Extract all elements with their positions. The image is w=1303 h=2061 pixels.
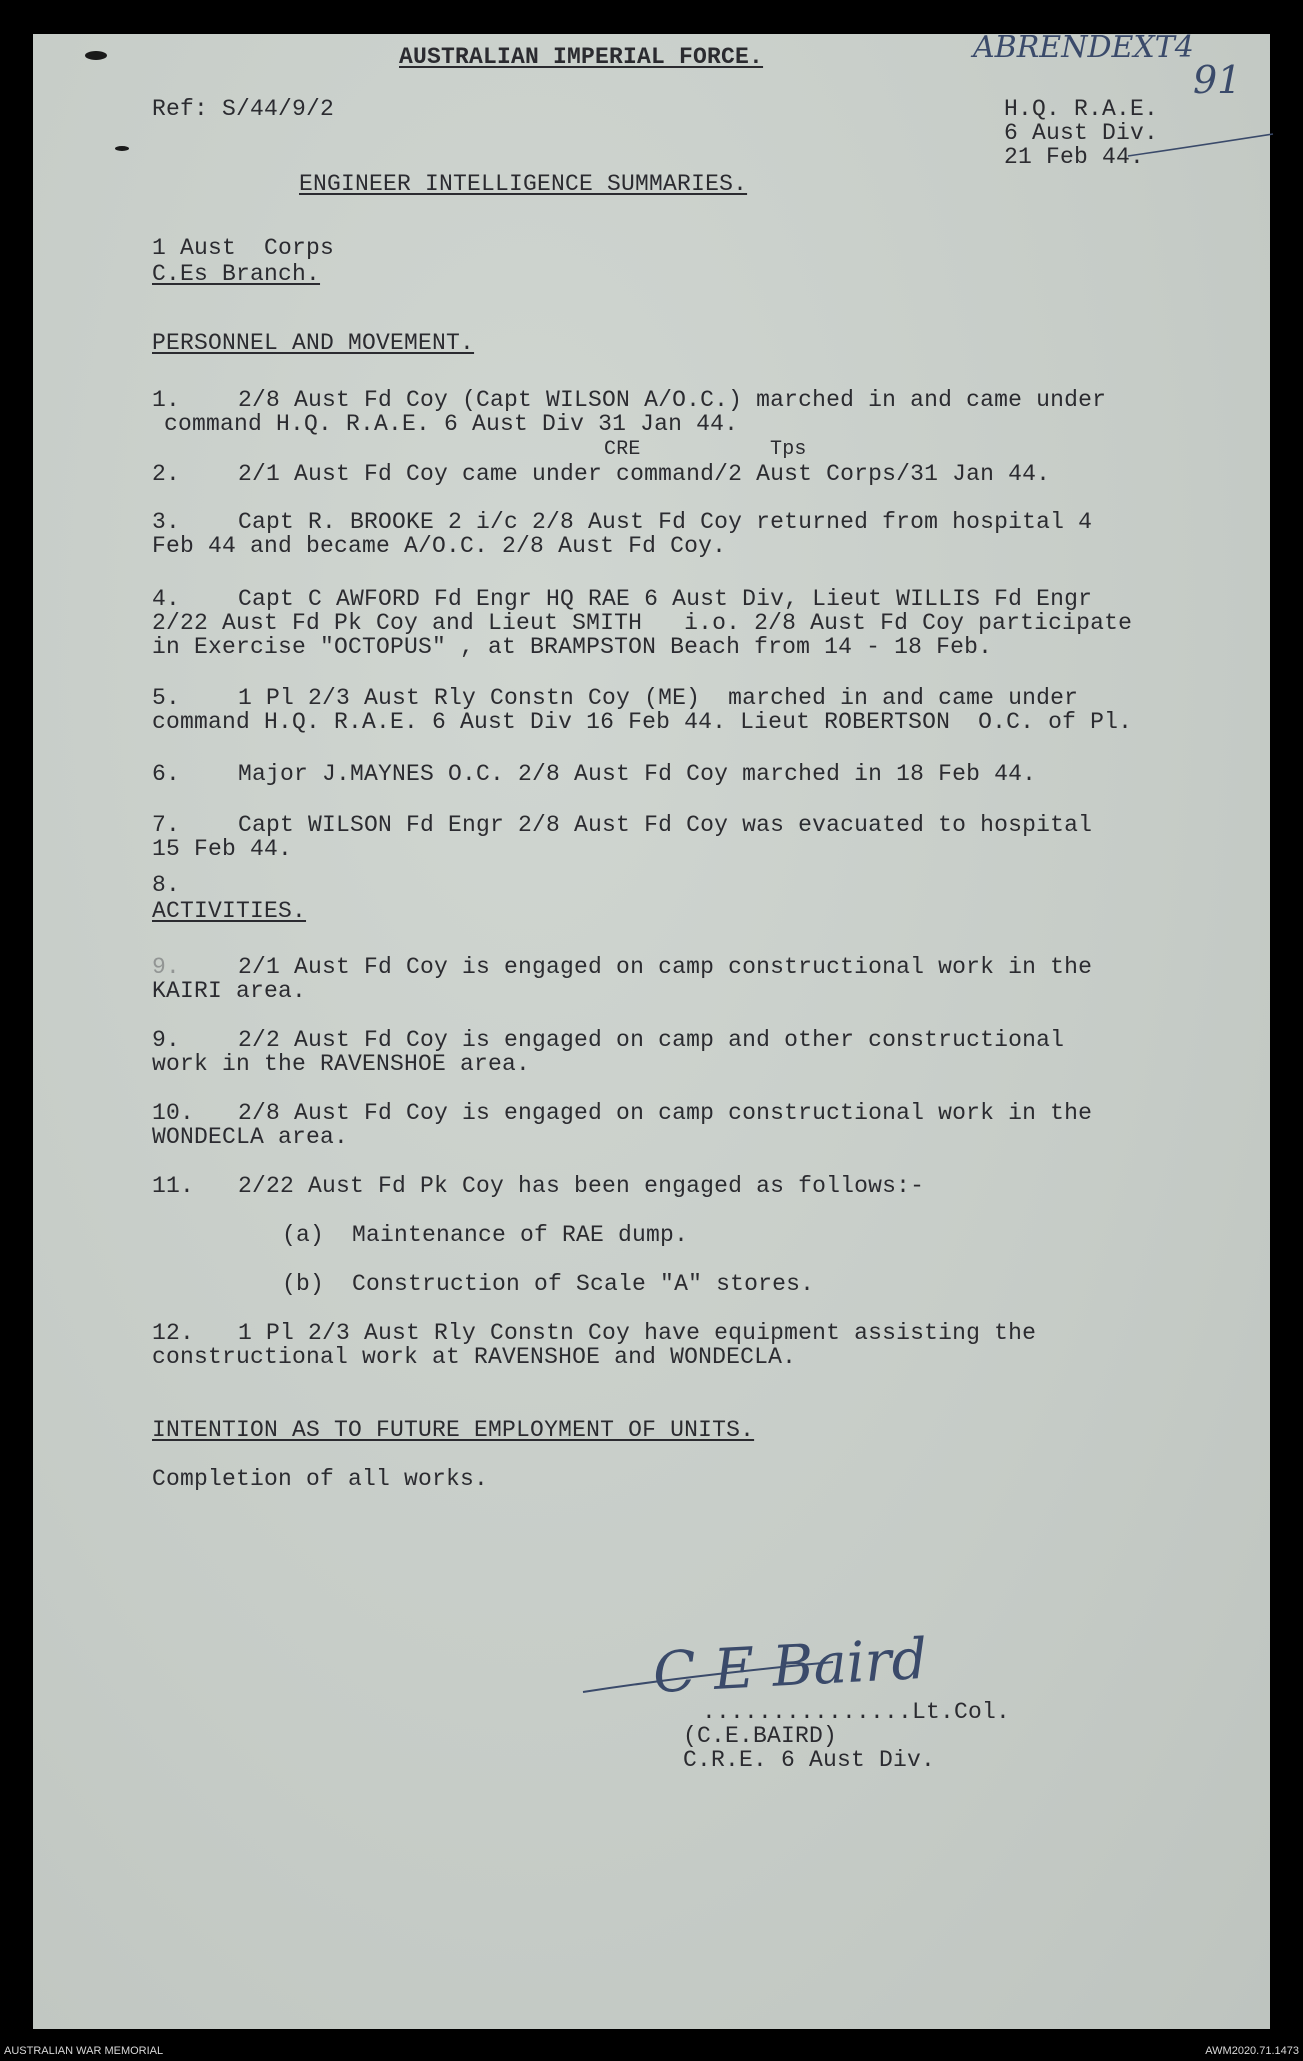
- item-text-line: constructional work at RAVENSHOE and WONDECLA.: [152, 1344, 797, 1370]
- document-page: [33, 30, 1270, 2029]
- item-number: 4.: [152, 586, 181, 612]
- address-line-1: 1 Aust Corps: [152, 235, 335, 261]
- item-number: 11.: [152, 1173, 195, 1199]
- item-number: 2.: [152, 461, 181, 487]
- item-number: 5.: [152, 685, 181, 711]
- handwritten-signature: C E Baird: [651, 1626, 929, 1707]
- item-number: 10.: [152, 1100, 195, 1126]
- item-number: 3.: [152, 509, 181, 535]
- item-text-line: Capt R. BROOKE 2 i/c 2/8 Aust Fd Coy returned from hospital 4: [238, 509, 1093, 535]
- item-number: 8.: [152, 872, 181, 898]
- document-title: AUSTRALIAN IMPERIAL FORCE.: [399, 44, 764, 70]
- item-text-line: 2/8 Aust Fd Coy (Capt WILSON A/O.C.) marched in and came under: [238, 387, 1107, 413]
- section-heading-activities: ACTIVITIES.: [152, 898, 307, 924]
- reference-number: Ref: S/44/9/2: [152, 96, 335, 122]
- item-number: 6.: [152, 761, 181, 787]
- item-number: 9.: [152, 954, 181, 980]
- footer-institution: AUSTRALIAN WAR MEMORIAL: [4, 2045, 164, 2057]
- hq-date: 21 Feb 44.: [1004, 144, 1145, 170]
- item-text-line: command H.Q. R.A.E. 6 Aust Div 31 Jan 44.: [164, 411, 739, 437]
- section-heading-personnel: PERSONNEL AND MOVEMENT.: [152, 330, 475, 356]
- item-text-line: 1 Pl 2/3 Aust Rly Constn Coy (ME) marched in and came under: [238, 685, 1079, 711]
- inserted-text: CRE: [604, 438, 641, 461]
- handwritten-annotation: ABRENDEXT4: [973, 30, 1194, 65]
- item-text-line: Major J.MAYNES O.C. 2/8 Aust Fd Coy marched in 18 Feb 44.: [238, 761, 1037, 787]
- footer-accession-number: AWM2020.71.1473: [1205, 2045, 1299, 2057]
- item-text-line: 2/8 Aust Fd Coy is engaged on camp constructional work in the: [238, 1100, 1093, 1126]
- item-text-line: work in the RAVENSHOE area.: [152, 1051, 531, 1077]
- signatory-role: C.R.E. 6 Aust Div.: [683, 1747, 936, 1773]
- handwritten-folio-number: 91: [1193, 58, 1242, 102]
- item-number: 7.: [152, 812, 181, 838]
- hq-line-1: H.Q. R.A.E.: [1004, 96, 1159, 122]
- signature-stroke: [578, 1652, 838, 1702]
- item-text-line: Capt C AWFORD Fd Engr HQ RAE 6 Aust Div, Lieut WILLIS Fd Engr: [238, 586, 1093, 612]
- section-heading-intention: INTENTION AS TO FUTURE EMPLOYMENT OF UNITS.: [152, 1417, 755, 1443]
- item-text-line: 1 Pl 2/3 Aust Rly Constn Coy have equipment assisting the: [238, 1320, 1037, 1346]
- item-text-line: 15 Feb 44.: [152, 836, 293, 862]
- item-text-line: 2/1 Aust Fd Coy came under command/2 Aust Corps/31 Jan 44.: [238, 461, 1051, 487]
- item-number: 1.: [152, 387, 181, 413]
- document-subtitle: ENGINEER INTELLIGENCE SUMMARIES.: [299, 171, 748, 197]
- sub-item-a: (a) Maintenance of RAE dump.: [282, 1222, 689, 1248]
- item-text-line: 2/2 Aust Fd Coy is engaged on camp and other constructional: [238, 1027, 1065, 1053]
- inserted-text: Tps: [770, 438, 807, 461]
- item-text-line: Capt WILSON Fd Engr 2/8 Aust Fd Coy was evacuated to hospital: [238, 812, 1093, 838]
- item-text-line: 2/22 Aust Fd Pk Coy has been engaged as follows:-: [238, 1173, 925, 1199]
- item-text-line: 2/22 Aust Fd Pk Coy and Lieut SMITH i.o. 2/8 Aust Fd Coy participate: [152, 610, 1133, 636]
- item-text-line: KAIRI area.: [152, 978, 307, 1004]
- signature-dots-line: ...............Lt.Col.: [702, 1699, 1011, 1725]
- address-line-2: C.Es Branch.: [152, 261, 321, 287]
- intention-text: Completion of all works.: [152, 1466, 489, 1492]
- punch-hole-mark-small: [115, 146, 129, 151]
- item-text-line: command H.Q. R.A.E. 6 Aust Div 16 Feb 44. Lieut ROBERTSON O.C. of Pl.: [152, 709, 1133, 735]
- item-text-line: in Exercise "OCTOPUS" , at BRAMPSTON Beach from 14 - 18 Feb.: [152, 634, 993, 660]
- sub-item-b: (b) Construction of Scale "A" stores.: [282, 1271, 815, 1297]
- item-text-line: WONDECLA area.: [152, 1124, 349, 1150]
- pen-stroke-mark: [1123, 126, 1283, 166]
- item-text-line: 2/1 Aust Fd Coy is engaged on camp constructional work in the: [238, 954, 1093, 980]
- punch-hole-mark: [85, 51, 107, 60]
- signatory-name: (C.E.BAIRD): [683, 1723, 838, 1749]
- item-number: 12.: [152, 1320, 195, 1346]
- hq-line-2: 6 Aust Div.: [1004, 120, 1159, 146]
- item-number: 9.: [152, 1027, 181, 1053]
- item-text-line: Feb 44 and became A/O.C. 2/8 Aust Fd Coy.: [152, 533, 727, 559]
